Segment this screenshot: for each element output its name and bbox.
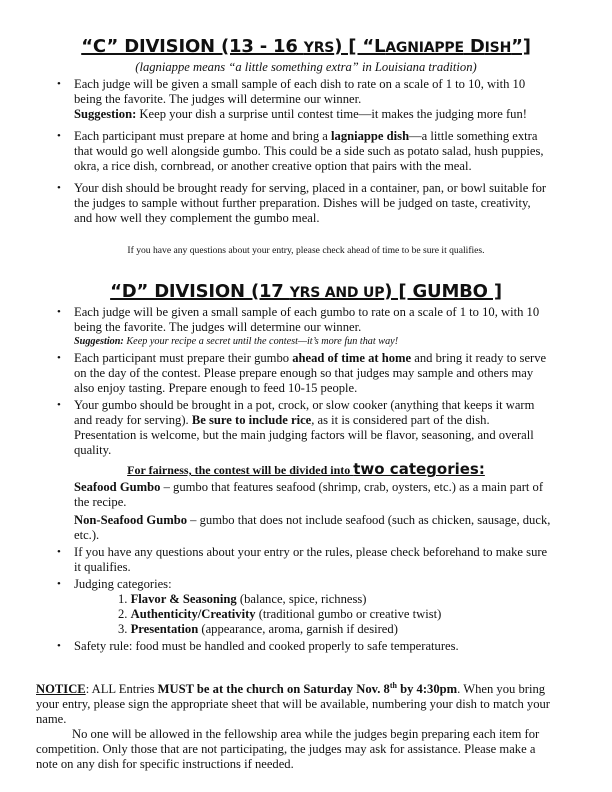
item-desc: (appearance, aroma, garnish if desired) (198, 622, 398, 636)
rule-text: and bring it ready to serve on the day of the contest. Please prepare enough so that judges may sample and others may also enjoy tasting. Prepare enough to feed 10-15 people. (74, 351, 547, 395)
rule-text: , as it is considered part of the dish. Presentation is welcome, but the main judging factors will be flavor, seasoning, and overall quality. (74, 413, 534, 457)
rule-bold: Be sure to include rice (191, 413, 312, 427)
category-non-seafood (74, 513, 552, 543)
item-number: 2. (118, 607, 128, 621)
notice (36, 682, 551, 772)
rule-text: Each participant must prepare at home and bring a (74, 129, 332, 143)
suggestion-text: Keep your dish a surprise until contest time—it makes the judging more fun! (136, 107, 527, 121)
rule-text: Judging categories: (74, 577, 172, 591)
title-text: AGNIAPPE (385, 40, 464, 56)
list-item (57, 77, 551, 122)
notice-sup: th (389, 680, 397, 690)
paren: ) (472, 60, 477, 74)
list-item (57, 351, 551, 396)
category-seafood (74, 480, 552, 510)
item-desc: (traditional gumbo or creative twist) (255, 607, 442, 621)
title-text: ) [ GUMBO ] (384, 281, 502, 302)
rule-text: Safety rule: food must be handled and cooked properly to safe temperatures. (74, 639, 459, 653)
item-name: Presentation (130, 622, 199, 636)
category-name: Non-Seafood Gumbo (74, 513, 188, 527)
list-item (57, 129, 551, 174)
notice-text: . When you bring your entry, please sign the appropriate sheet that will be available, numbering your dish to match your name. (36, 682, 550, 726)
title-text: “C” DIVISION (13 - 16 (81, 36, 304, 57)
categories-heading (0, 460, 612, 480)
c-division-title (0, 36, 612, 59)
title-text: ISH (484, 40, 512, 56)
notice-label: NOTICE (36, 682, 86, 696)
item-desc: (balance, spice, richness) (236, 592, 367, 606)
item-name: Flavor & Seasoning (130, 592, 237, 606)
rule-text: Each participant must prepare their gumbo (74, 351, 293, 365)
suggestion-text: Keep your recipe a secret until the contest—it’s more fun that way! (123, 336, 399, 347)
notice-para-2: No one will be allowed in the fellowship area while the judges begin preparing each item for competition. Only those that are not participating, the judges may ask for assistance. Please make a note on any dish for specific instructions if needed. (36, 727, 540, 771)
categories-list (74, 480, 552, 543)
d-division-rules-2 (57, 545, 551, 654)
heading-text: two categories: (353, 460, 485, 478)
c-division-subtitle (0, 60, 612, 75)
judging-categories (74, 592, 551, 637)
notice-para-1 (36, 682, 551, 727)
category-desc: – gumbo that features seafood (shrimp, crab, oysters, etc.) as a main part of the recipe. (74, 480, 544, 509)
list-item (57, 577, 551, 637)
heading-text: For fairness, the contest will be divided into (127, 463, 354, 477)
item-number: 1. (118, 592, 128, 606)
notice-text: : ALL Entries (85, 682, 158, 696)
subtitle-text: lagniappe means “a little something extra” in Louisiana tradition (139, 60, 473, 74)
suggestion-label: Suggestion: (74, 107, 137, 121)
category-desc: – gumbo that does not include seafood (such as chicken, sausage, duck, etc.). (74, 513, 551, 542)
notice-bold: MUST be at the church on Saturday Nov. 8 (157, 682, 390, 696)
paren: ( (135, 60, 140, 74)
rule-text: Your dish should be brought ready for serving, placed in a container, pan, or bowl suitable for the judges to sample without further preparation. Dishes will be judged on taste, creativity, and how well they complement the gumbo meal. (74, 181, 547, 225)
list-item (57, 545, 551, 575)
list-item (57, 639, 551, 654)
rule-text: If you have any questions about your entry or the rules, please check beforehand to make sure it qualifies. (74, 545, 548, 574)
d-division-rules (57, 305, 551, 458)
title-text: YRS (303, 40, 335, 56)
rule-bold: lagniappe dish (331, 129, 410, 143)
title-text: D (463, 36, 485, 57)
suggestion-label: Suggestion: (74, 336, 124, 347)
item-name: Authenticity/Creativity (130, 607, 256, 621)
judging-item (74, 592, 551, 607)
list-item (57, 181, 551, 226)
notice-bold: by 4:30pm (396, 682, 458, 696)
category-name: Seafood Gumbo (74, 480, 161, 494)
rule-bold: ahead of time at home (292, 351, 412, 365)
rule-text: —a little something extra that would go well alongside gumbo. This could be a side such as potato salad, hush puppies, okra, a rice dish, cornbread, or another creative option that pairs with the meal. (74, 129, 544, 173)
c-division-rules (57, 77, 551, 226)
list-item (57, 398, 551, 458)
judging-item (74, 607, 551, 622)
c-division-note: If you have any questions about your entry, please check ahead of time to be sure it qualifies. (127, 245, 485, 256)
title-text: ”] (511, 36, 531, 57)
title-text: YRS AND UP (289, 285, 385, 301)
d-division-title (0, 281, 612, 304)
title-text: ) [ “L (334, 36, 386, 57)
rule-text: Each judge will be given a small sample of each dish to rate on a scale of 1 to 10, with 10 being the favorite. The judges will determine our winner. (74, 77, 526, 106)
list-item (57, 305, 551, 349)
judging-item (74, 622, 551, 637)
item-number: 3. (118, 622, 128, 636)
rule-text: Each judge will be given a small sample of each gumbo to rate on a scale of 1 to 10, with 10 being the favorite. The judges will determine our winner. (74, 305, 540, 334)
rule-text: Your gumbo should be brought in a pot, crock, or slow cooker (anything that keeps it warm and ready for serving). (74, 398, 535, 427)
title-text: “D” DIVISION (17 (110, 281, 290, 302)
